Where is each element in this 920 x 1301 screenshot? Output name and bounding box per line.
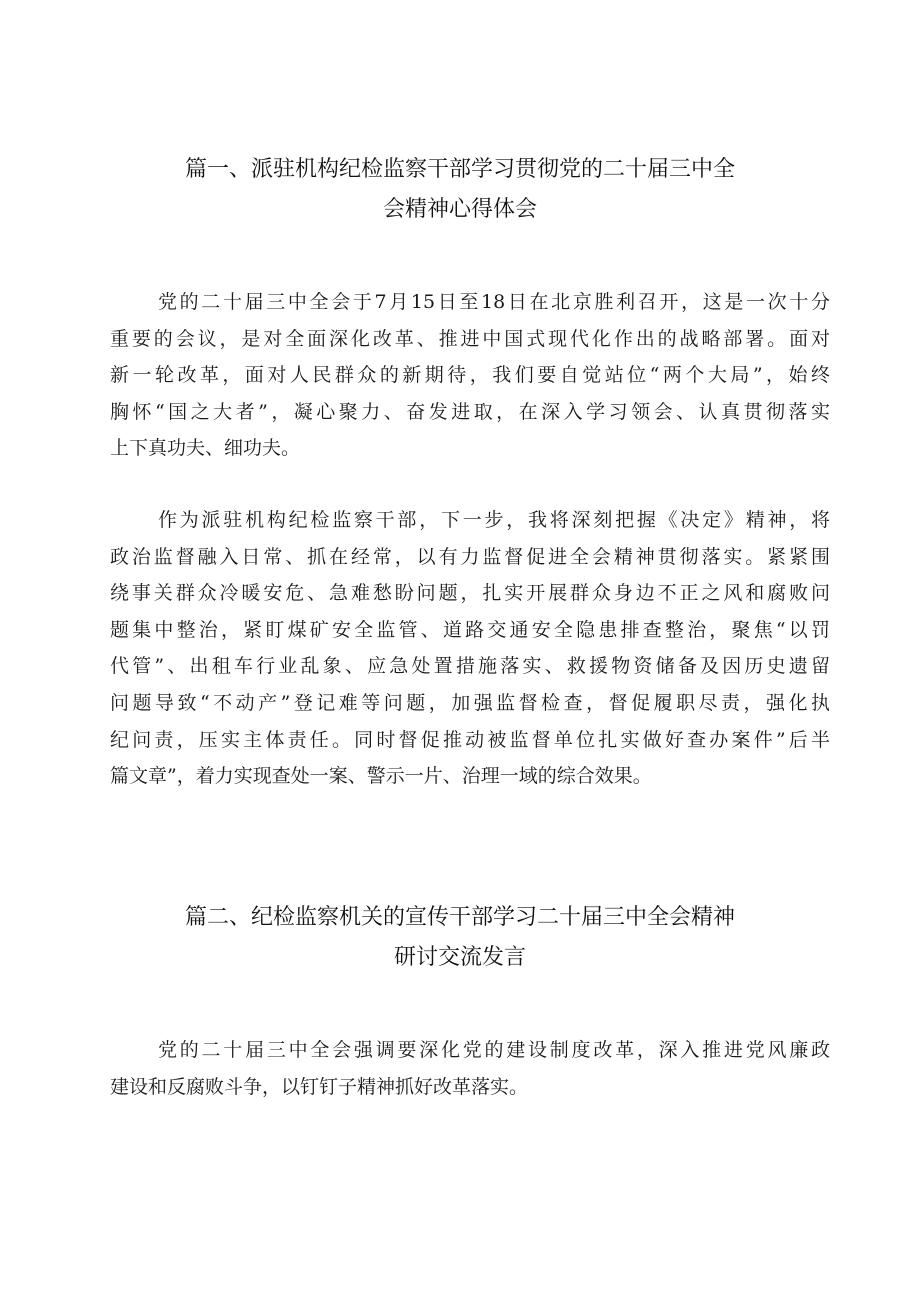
paragraph-line: 党的二十届三中全会于7月15日至18日在北京胜利召开，这是一次十分 (158, 291, 830, 313)
paragraph-line: 上下真功夫、细功夫。 (110, 437, 301, 460)
paragraph-line: 绕事关群众冷暖安危、急难愁盼问题，扎实开展群众身边不正之风和腐败问 (110, 582, 830, 605)
paragraph-line: 篇文章”，着力实现查处一案、警示一片、治理一域的综合效果。 (110, 765, 652, 788)
section2-title-line-2: 研讨交流发言 (393, 945, 526, 970)
paragraph-line: 新一轮改革，面对人民群众的新期待，我们要自觉站位“两个大局”，始终 (110, 364, 830, 387)
section1-title-line-2: 会精神心得体会 (382, 197, 537, 222)
paragraph-line: 代管”、出租车行业乱象、应急处置措施落实、救援物资储备及因历史遗留 (110, 655, 830, 678)
paragraph-line: 纪问责，压实主体责任。同时督促推动被监督单位扎实做好查办案件”后半 (110, 728, 830, 751)
paragraph-line: 题集中整治，紧盯煤矿安全监管、道路交通安全隐患排查整治，聚焦“以罚 (110, 618, 830, 641)
paragraph-line: 重要的会议，是对全面深化改革、推进中国式现代化作出的战略部署。面对 (110, 327, 830, 350)
paragraph-line: 建设和反腐败斗争，以钉钉子精神抓好改革落实。 (110, 1075, 529, 1098)
section1-title-line-1: 篇一、派驻机构纪检监察干部学习贯彻党的二十届三中全 (184, 157, 735, 182)
section2-title (120, 898, 800, 978)
paragraph-line: 党的二十届三中全会强调要深化党的建设制度改革，深入推进党风廉政 (158, 1039, 830, 1061)
section1-paragraph-2 (110, 502, 830, 795)
paragraph-line: 政治监督融入日常、抓在经常，以有力监督促进全会精神贯彻落实。紧紧围 (110, 545, 830, 568)
section1-paragraph-1 (110, 284, 830, 467)
section1-title (120, 150, 800, 230)
section2-paragraph-1 (110, 1032, 830, 1105)
paragraph-line: 问题导致“不动产”登记难等问题，加强监督检查，督促履职尽责，强化执 (110, 691, 830, 714)
paragraph-line: 作为派驻机构纪检监察干部，下一步，我将深刻把握《决定》精神，将 (158, 509, 830, 531)
section2-title-line-1: 篇二、纪检监察机关的宣传干部学习二十届三中全会精神 (184, 905, 735, 930)
paragraph-line: 胸怀“国之大者”，凝心聚力、奋发进取，在深入学习领会、认真贯彻落实 (110, 400, 830, 423)
